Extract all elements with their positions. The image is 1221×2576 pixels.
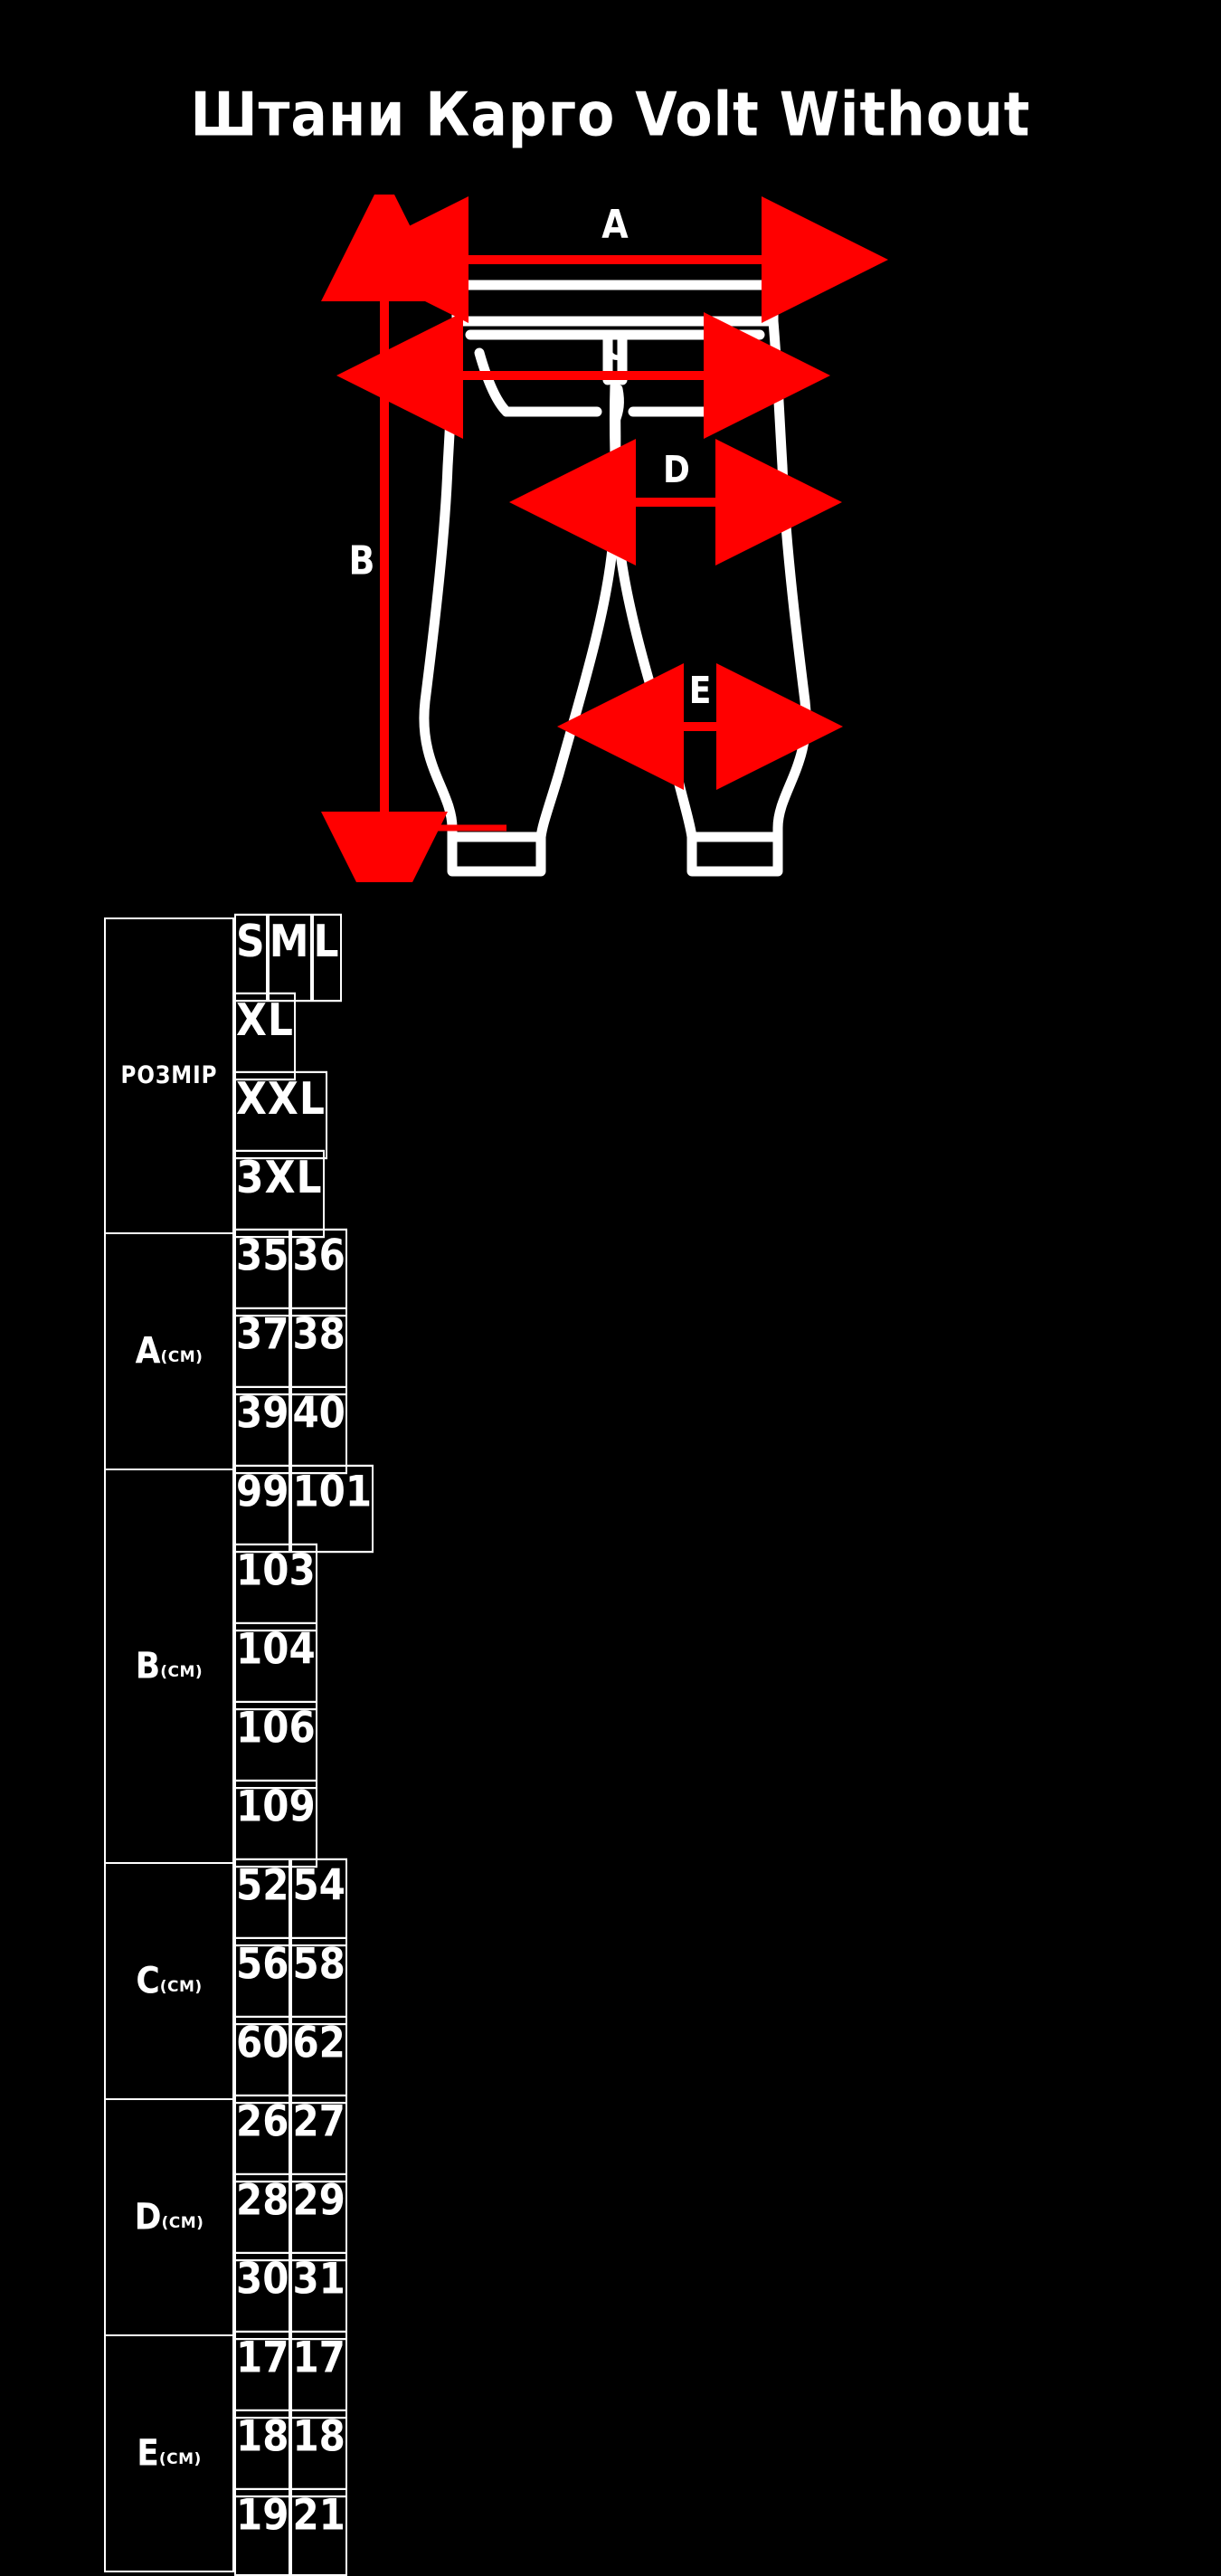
row-letter: C <box>136 1960 160 2002</box>
table-cell: 36 <box>290 1229 346 1317</box>
table-cell: 18 <box>234 2410 290 2497</box>
pants-measurement-diagram <box>0 195 1221 882</box>
row-unit: (СМ) <box>158 2450 202 2468</box>
table-row <box>105 1863 1116 2099</box>
table-cell: 60 <box>234 2016 290 2104</box>
table-cell: 40 <box>290 1386 346 1474</box>
table-cell: 62 <box>290 2016 346 2104</box>
table-cell: 103 <box>234 1544 317 1631</box>
measurement-label-c: C <box>602 326 628 370</box>
table-cell: 58 <box>290 1937 346 2025</box>
table-cell: 104 <box>234 1622 317 1710</box>
table-cell: 52 <box>234 1858 290 1946</box>
table-size-header: S <box>234 914 268 1002</box>
row-letter: B <box>135 1645 161 1687</box>
row-letter: E <box>137 2432 159 2475</box>
table-header-row <box>105 918 1116 1233</box>
table-size-header: L <box>312 914 342 1002</box>
row-label-a <box>105 1233 233 1469</box>
table-cell: 19 <box>234 2488 290 2576</box>
row-label-e <box>105 2335 233 2571</box>
table-row <box>105 2099 1116 2335</box>
row-label-d <box>105 2099 233 2335</box>
table-size-header: XL <box>234 993 296 1080</box>
row-letter: A <box>135 1330 161 1373</box>
table-cell: 35 <box>234 1229 290 1317</box>
table-cell: 21 <box>290 2488 346 2576</box>
measurement-label-b: B <box>348 537 375 585</box>
page-title: Штани Карго Volt Without <box>190 80 1031 151</box>
table-cell: 106 <box>234 1701 317 1789</box>
table-row <box>105 1469 1116 1863</box>
table-cell: 31 <box>290 2252 346 2340</box>
row-unit: (СМ) <box>160 1663 204 1681</box>
table-cell: 30 <box>234 2252 290 2340</box>
row-unit: (СМ) <box>160 1348 204 1366</box>
table-corner-label: РОЗМІР <box>105 895 233 1257</box>
table-cell: 26 <box>234 2095 290 2182</box>
measurement-label-d: D <box>663 448 690 492</box>
table-cell: 99 <box>234 1465 290 1553</box>
table-cell: 101 <box>290 1465 374 1553</box>
table-row <box>105 1233 1116 1469</box>
table-cell: 17 <box>290 2331 346 2419</box>
table-size-header: M <box>268 914 312 1002</box>
table-cell: 109 <box>234 1780 317 1868</box>
table-row <box>105 2335 1116 2571</box>
table-cell: 54 <box>290 1858 346 1946</box>
table-cell: 18 <box>290 2410 346 2497</box>
table-cell: 27 <box>290 2095 346 2182</box>
row-unit: (СМ) <box>161 2214 204 2232</box>
row-letter: D <box>134 2196 162 2239</box>
table-cell: 28 <box>234 2173 290 2261</box>
measurement-label-e: E <box>688 669 712 713</box>
table-cell: 29 <box>290 2173 346 2261</box>
size-table <box>104 917 1117 2572</box>
table-cell: 17 <box>234 2331 290 2419</box>
row-label-b <box>105 1469 233 1863</box>
row-unit: (СМ) <box>159 1978 203 1996</box>
row-label-c <box>105 1863 233 2099</box>
table-cell: 37 <box>234 1307 290 1395</box>
table-cell: 56 <box>234 1937 290 2025</box>
measurement-label-a: A <box>601 201 629 248</box>
table-cell: 38 <box>290 1307 346 1395</box>
table-size-header: XXL <box>234 1071 327 1159</box>
table-size-header: 3XL <box>234 1150 325 1238</box>
table-cell: 39 <box>234 1386 290 1474</box>
